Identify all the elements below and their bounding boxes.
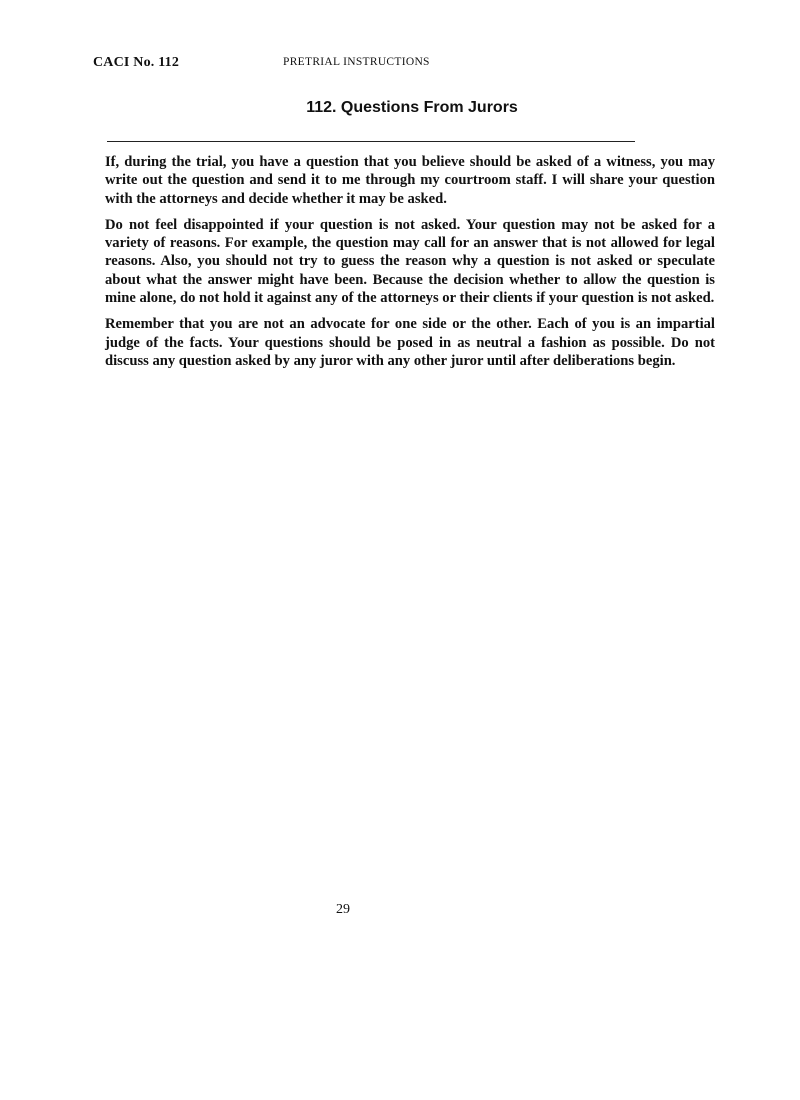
instruction-number: CACI No. 112 <box>93 55 180 70</box>
title-divider <box>107 141 635 142</box>
paragraph-3: Remember that you are not an advocate for one side or the other. Each of you is an impartial judge of the facts. Your questions should be posed in as neutral a fashion as possible. Do not discuss any question asked by any juror with any other juror until after deliberations begin. <box>105 316 715 369</box>
paragraph-2: Do not feel disappointed if your question is not asked. Your question may not be asked for a variety of reasons. For example, the question may call for an answer that is not allowed for legal reasons. Also, you should not try to guess the reason why a question is not asked or speculate about what the answer might have been. Because the decision whether to allow the question is mine alone, do not hold it against any of the attorneys or their clients if your question is not asked. <box>105 216 715 307</box>
paragraph-1: If, during the trial, you have a question that you believe should be asked of a witness, you may write out the question and send it to me through my courtroom staff. I will share your question with the attorneys and decide whether it may be asked. <box>105 154 715 207</box>
instruction-body <box>105 153 715 378</box>
section-heading: PRETRIAL INSTRUCTIONS <box>283 56 430 68</box>
page-title: 112. Questions From Jurors <box>306 99 518 116</box>
page-number: 29 <box>336 902 350 917</box>
